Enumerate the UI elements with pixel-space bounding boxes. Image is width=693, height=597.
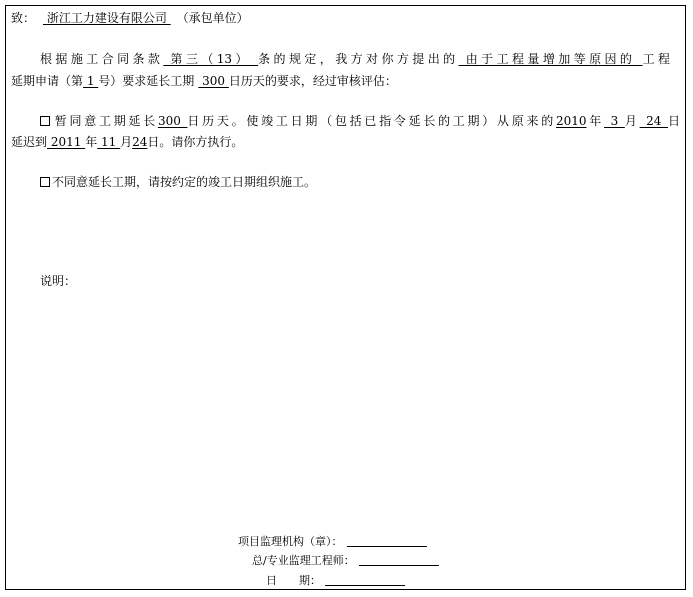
- date-label: 日 期：: [266, 574, 321, 587]
- para1-text-f: 日历天的要求，经过审核评估：: [228, 74, 397, 88]
- signature-engineer-line: [252, 553, 439, 569]
- original-day: 24: [639, 114, 668, 128]
- to-label: 致：: [11, 11, 36, 25]
- agree-text-b: 日历天。使竣工日期（包括已指令延长的工期）从原来的: [187, 114, 557, 128]
- requested-days: 300: [198, 74, 229, 88]
- agree-text-a: 暂同意工期延长: [52, 114, 158, 128]
- agree-text-d: 月: [624, 114, 640, 128]
- para1-text-d: 延期申请（第: [11, 74, 84, 88]
- supervision-org-label: 项目监理机构（章）：: [238, 535, 343, 548]
- contractor-suffix: （承包单位）: [176, 11, 249, 25]
- agree-text-i: 日。请你方执行。: [147, 135, 244, 149]
- review-paragraph-line-2: [11, 73, 397, 89]
- signature-date-line: [266, 573, 405, 589]
- para1-text-a: 根据施工合同条款: [40, 52, 164, 66]
- para1-text-c: 工程: [642, 52, 670, 66]
- agree-text-c: 年: [586, 114, 605, 128]
- agree-option-line-2: [11, 134, 243, 150]
- agree-text-h: 月: [120, 135, 133, 149]
- review-paragraph-line-1: [40, 51, 670, 67]
- agree-text-f: 延迟到: [11, 135, 48, 149]
- agree-text-e: 日: [667, 114, 680, 128]
- clause-number: 第三（13）: [163, 52, 259, 66]
- remarks-label: 说明：: [40, 274, 77, 288]
- supervision-org-blank[interactable]: [347, 534, 427, 547]
- para1-text-e: 号）要求延长工期: [98, 74, 195, 88]
- disagree-option-line: [40, 174, 316, 190]
- engineer-signature-blank[interactable]: [359, 553, 439, 566]
- para1-text-b: 条的规定，我方对你方提出的: [258, 52, 459, 66]
- engineer-label: 总/专业监理工程师：: [252, 554, 355, 567]
- signature-org-line: [238, 534, 427, 550]
- agree-checkbox[interactable]: [40, 116, 50, 126]
- disagree-text: 不同意延长工期，请按约定的竣工日期组织施工。: [52, 175, 317, 189]
- original-month: 3: [604, 114, 625, 128]
- new-month: 11: [97, 135, 121, 149]
- new-day: 24: [132, 135, 148, 149]
- approved-days: 300: [157, 114, 188, 128]
- new-year: 2011: [47, 135, 86, 149]
- agree-text-g: 年: [85, 135, 98, 149]
- original-year: 2010: [556, 114, 587, 128]
- request-number: 1: [83, 74, 99, 88]
- addressee-line: [11, 10, 249, 26]
- disagree-checkbox[interactable]: [40, 177, 50, 187]
- contractor-name: 浙江工力建设有限公司: [43, 11, 171, 25]
- form-frame: [5, 5, 686, 590]
- date-blank[interactable]: [325, 573, 405, 586]
- delay-reason: 由于工程量增加等原因的: [458, 52, 643, 66]
- agree-option-line-1: [40, 113, 680, 129]
